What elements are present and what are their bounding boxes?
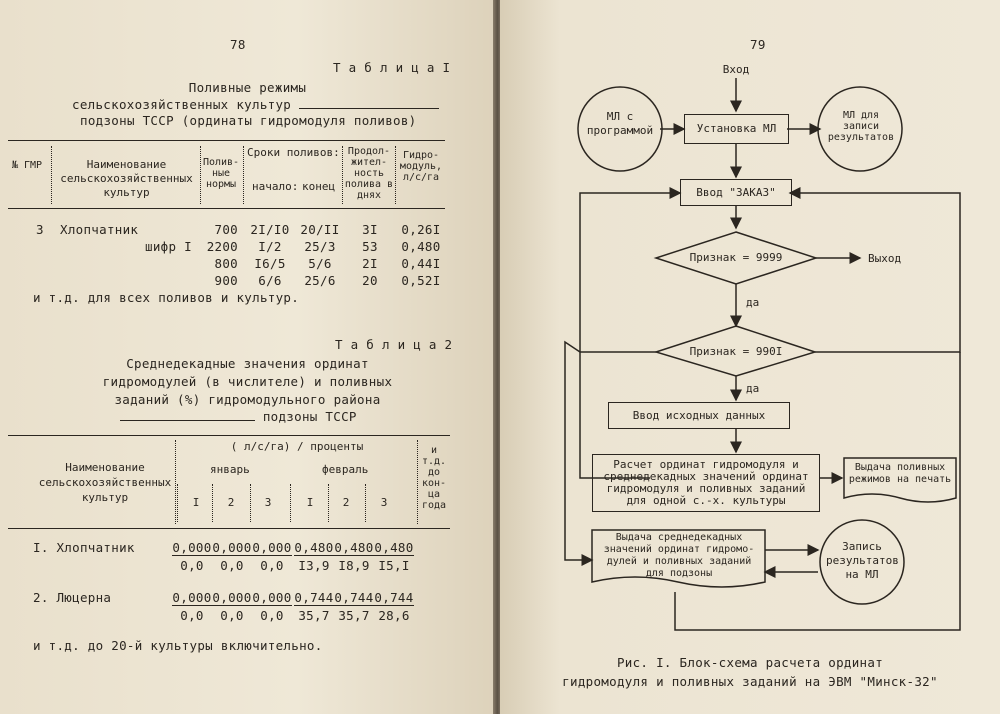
table2-numerator: 0,480 [374,540,414,555]
table2-numerator: 0,480 [334,540,374,555]
table1-cell-num: 3 [36,222,44,237]
table1-cell-hm: 0,480 [401,239,441,254]
flow-install-ml: Установка МЛ [684,114,789,144]
table2-numerator: 0,480 [294,540,334,555]
table1-cell-crop: Хлопчатник [60,222,139,237]
divider [342,146,343,204]
table1-title-line3: подзоны ТССР (ординаты гидромодуля поливов) [80,113,417,128]
table2-numerator: 0,744 [374,590,414,605]
page-number: 79 [750,37,766,52]
table2-decade-header: 3 [264,496,272,509]
table2-numerator: 0,000 [252,540,292,555]
table1-cell-end: 5/6 [308,256,332,271]
t1-header-terms: Сроки поливов: [247,146,340,159]
table1-cell-days: 53 [362,239,378,254]
table1-cell-start: I6/5 [254,256,286,271]
table1-title-line1: Поливные режимы [188,80,307,95]
t2-header-end: и т.д. до кон-ца года [421,445,447,511]
page-number: 78 [230,37,246,52]
table1-cell-start: 2I/I0 [250,222,290,237]
divider [290,484,291,522]
t1-header-num: № ГМР [11,160,43,171]
flow-input-data: Ввод исходных данных [608,402,790,429]
table2-decade-header: I [306,496,314,509]
table2-crop: 2. Люцерна [33,590,112,605]
table1-footnote: и т.д. для всех поливов и культур. [33,290,300,305]
t1-header-name: Наименование сельскохозяйственных культур [60,158,193,199]
table1-cell-hm: 0,26I [401,222,441,237]
divider [417,440,418,524]
divider [177,484,178,522]
table2-decade-header: 2 [342,496,350,509]
flow-yes-2: да [746,382,760,395]
flow-yes-1: да [746,296,760,309]
table1-label: Т а б л и ц а I [333,60,451,75]
table2-denominator: 0,0 [260,558,284,573]
table2-top-rule [8,435,450,436]
flow-entry: Вход [722,63,750,76]
table2-denominator: 0,0 [220,608,244,623]
table1-cell-end: 20/II [300,222,340,237]
table2-numerator: 0,000 [212,540,252,555]
table2-numerator: 0,744 [294,590,334,605]
divider [212,484,213,522]
table2-denominator: 0,0 [260,608,284,623]
table2-numerator: 0,000 [172,590,212,605]
table1-cell-days: 2I [362,256,378,271]
flow-exit: Выход [868,252,902,265]
t2-header-units: ( л/с/га) / проценты [230,440,364,453]
flow-sign-9999: Признак = 9999 [689,251,783,264]
table2-denominator: 35,7 [338,608,370,623]
table1-header-rule [8,208,445,209]
table2-denominator: 28,6 [378,608,410,623]
table1-top-rule [8,140,445,141]
table2-numerator: 0,000 [212,590,252,605]
table2-decade-header: 3 [380,496,388,509]
t1-header-norms: Полив-ные нормы [202,157,240,190]
table1-cell-hm: 0,44I [401,256,441,271]
table2-numerator: 0,000 [172,540,212,555]
flow-write-results: Запись результатов на МЛ [826,540,899,581]
flow-ml-program: МЛ с программой [586,110,654,137]
table2-title-line1: Среднедекадные значения ординат [126,356,369,371]
flow-sign-9901: Признак = 990I [689,345,783,358]
divider [328,484,329,522]
t1-header-end: конец [302,180,336,193]
divider [365,484,366,522]
t2-header-feb: февраль [322,463,369,476]
right-page [500,0,1000,714]
table2-title-line2: гидромодулей (в числителе) и поливных [102,374,393,389]
t2-header-jan: январь [210,463,250,476]
flow-calc: Расчет ординат гидромодуля и среднедекадных значений ординат гидромодуля и поливных заданий для одной с.-х. культуры [592,454,820,512]
table2-crop: I. Хлопчатник [33,540,135,555]
table1-cell-days: 3I [362,222,378,237]
divider [51,146,52,204]
table2-denominator: I8,9 [338,558,370,573]
table1-cell-norm: 900 [214,273,238,288]
left-page [0,0,495,714]
table2-footnote: и т.д. до 20-й культуры включительно. [33,638,323,653]
figure-caption-line2: гидромодуля и поливных заданий на ЭВМ "Минск-32" [562,674,938,689]
table2-denominator: 0,0 [180,608,204,623]
t1-header-duration: Продол-жител-ность полива в днях [344,146,394,201]
table1-cell-end: 25/3 [304,239,336,254]
divider [250,484,251,522]
t1-header-start: начало: [252,180,299,193]
t1-header-hydro: Гидро-модуль, л/с/га [399,150,443,183]
divider [175,440,176,524]
table2-denominator: 0,0 [180,558,204,573]
table2-title-line4: подзоны ТССР [120,409,357,424]
flow-output-regimes: Выдача поливных режимов на печать [848,462,952,485]
table2-numerator: 0,000 [252,590,292,605]
table2-numerator: 0,744 [334,590,374,605]
flow-input-order: Ввод "ЗАКАЗ" [680,179,792,206]
divider [243,146,244,204]
table2-title-line3: заданий (%) гидромодульного района [114,392,381,407]
figure-caption-line1: Рис. I. Блок-схема расчета ординат [616,655,884,670]
table1-cell-norm: 2200 [206,239,238,254]
table2-label: Т а б л и ц а 2 [335,337,453,352]
table1-cell-end: 25/6 [304,273,336,288]
table2-denominator: 0,0 [220,558,244,573]
table2-denominator: I5,I [378,558,410,573]
table1-cell-days: 20 [362,273,378,288]
table1-cell-crop: шифр I [145,239,192,254]
divider [395,146,396,204]
table1-cell-start: I/2 [258,239,282,254]
flow-ml-results: МЛ для записи результатов [827,110,895,143]
table1-cell-norm: 700 [214,222,238,237]
table2-header-rule [8,528,450,529]
table1-cell-start: 6/6 [258,273,282,288]
table1-cell-norm: 800 [214,256,238,271]
table2-decade-header: I [192,496,200,509]
flow-output-values: Выдача среднедекадных значений ординат гидромо-дулей и поливных заданий для подзоны [603,532,755,579]
table1-title-line2: сельскохозяйственных культур [72,97,439,112]
table2-denominator: I3,9 [298,558,330,573]
table1-cell-hm: 0,52I [401,273,441,288]
t2-header-name: Наименование сельскохозяйственных культур [38,461,172,504]
divider [200,146,201,204]
table2-denominator: 35,7 [298,608,330,623]
table2-decade-header: 2 [227,496,235,509]
